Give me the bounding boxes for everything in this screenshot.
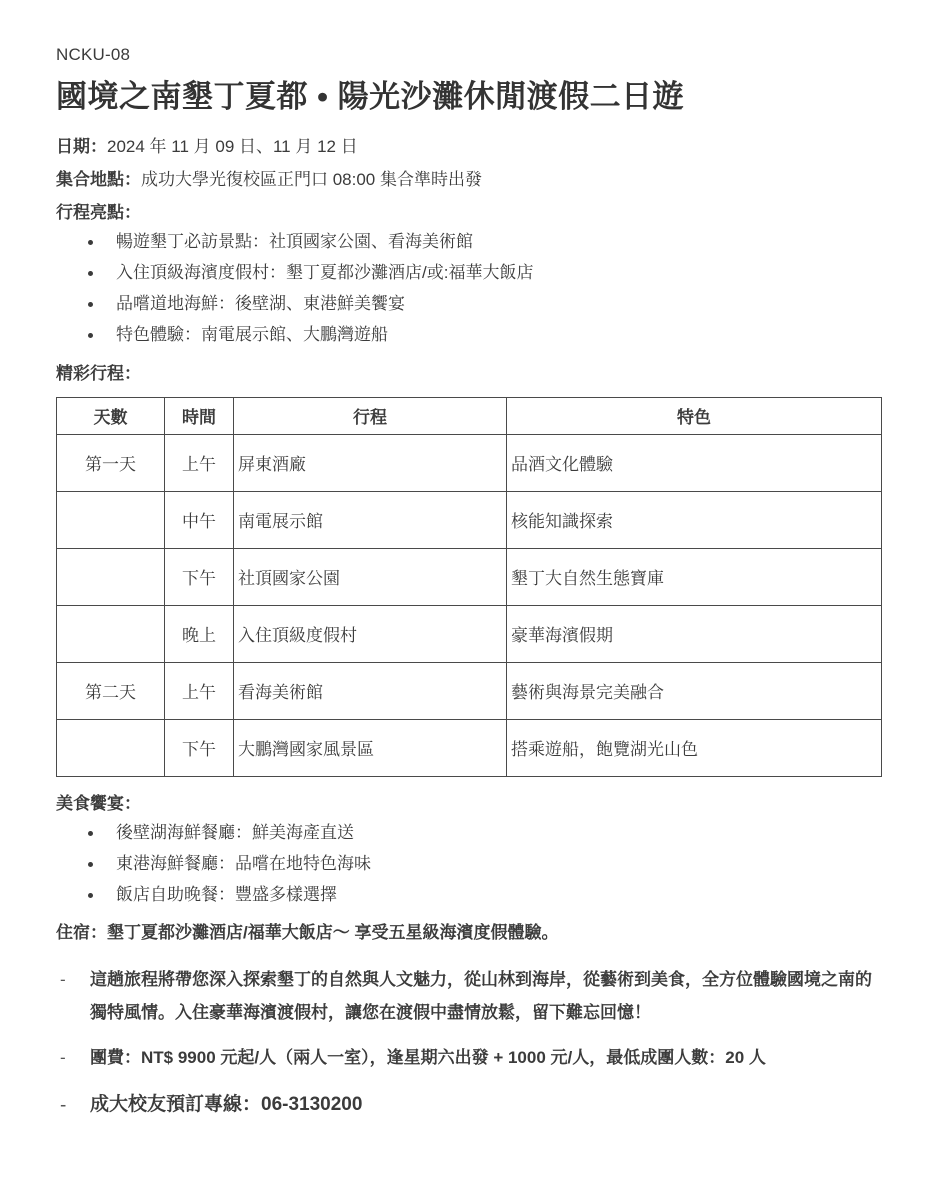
food-list xyxy=(56,824,885,903)
date-label: 日期： xyxy=(56,136,107,156)
itinerary-label: 精彩行程： xyxy=(56,364,141,384)
list-item: 品嚐道地海鮮：後壁湖、東港鮮美饗宴 xyxy=(56,295,885,312)
cell-route: 看海美術館 xyxy=(234,662,507,719)
list-item: 暢遊墾丁必訪景點：社頂國家公園、看海美術館 xyxy=(56,233,885,250)
table-row xyxy=(57,434,882,491)
list-item: 後壁湖海鮮餐廳：鮮美海產直送 xyxy=(56,824,885,841)
note-description: - 這趟旅程將帶您深入探索墾丁的自然與人文魅力，從山林到海岸，從藝術到美食，全方位體驗國境之南的獨特風情。入住豪華海濱渡假村，讓您在渡假中盡情放鬆，留下難忘回憶！ xyxy=(56,963,885,1029)
cell-time: 下午 xyxy=(165,719,234,776)
list-item: 入住頂級海濱度假村：墾丁夏都沙灘酒店/或:福華大飯店 xyxy=(56,264,885,281)
cell-feature: 藝術與海景完美融合 xyxy=(507,662,882,719)
cell-day xyxy=(57,491,165,548)
cell-day: 第二天 xyxy=(57,662,165,719)
note-hotline: - 成大校友預訂專線：06-3130200 xyxy=(56,1086,885,1123)
cell-feature: 品酒文化體驗 xyxy=(507,434,882,491)
cell-feature: 豪華海濱假期 xyxy=(507,605,882,662)
cell-feature: 核能知識探索 xyxy=(507,491,882,548)
cell-time: 晚上 xyxy=(165,605,234,662)
cell-route: 南電展示館 xyxy=(234,491,507,548)
column-header-day: 天數 xyxy=(57,397,165,434)
note-pricing: - 團費：NT$ 9900 元起/人（兩人一室），逢星期六出發 + 1000 元/人，最低成團人數：20 人 xyxy=(56,1041,885,1074)
highlights-label: 行程亮點： xyxy=(56,203,141,223)
cell-feature: 墾丁大自然生態寶庫 xyxy=(507,548,882,605)
list-item: 東港海鮮餐廳：品嚐在地特色海味 xyxy=(56,855,885,872)
cell-time: 下午 xyxy=(165,548,234,605)
column-header-route: 行程 xyxy=(234,397,507,434)
cell-route: 社頂國家公園 xyxy=(234,548,507,605)
highlights-list xyxy=(56,233,885,343)
date-line xyxy=(56,130,885,163)
date-value: 2024 年 11 月 09 日、11 月 12 日 xyxy=(107,136,358,156)
meeting-point-label: 集合地點： xyxy=(56,170,141,190)
cell-day xyxy=(57,548,165,605)
food-label: 美食饗宴： xyxy=(56,793,141,813)
accommodation-line: 住宿：墾丁夏都沙灘酒店/福華大飯店～ 享受五星級海濱度假體驗。 xyxy=(56,922,559,942)
meeting-point-line xyxy=(56,163,885,196)
column-header-time: 時間 xyxy=(165,397,234,434)
list-item: 特色體驗：南電展示館、大鵬灣遊船 xyxy=(56,326,885,343)
column-header-feature: 特色 xyxy=(507,397,882,434)
cell-time: 上午 xyxy=(165,434,234,491)
cell-day xyxy=(57,719,165,776)
cell-time: 上午 xyxy=(165,662,234,719)
cell-route: 大鵬灣國家風景區 xyxy=(234,719,507,776)
list-item: 飯店自助晚餐：豐盛多樣選擇 xyxy=(56,886,885,903)
cell-route: 屏東酒廠 xyxy=(234,434,507,491)
table-row xyxy=(57,491,882,548)
itinerary-table xyxy=(56,397,882,777)
page-title: 國境之南墾丁夏都 • 陽光沙灘休閒渡假二日遊 xyxy=(56,79,685,115)
cell-feature: 搭乘遊船，飽覽湖光山色 xyxy=(507,719,882,776)
cell-time: 中午 xyxy=(165,491,234,548)
table-row xyxy=(57,662,882,719)
table-row xyxy=(57,719,882,776)
document-code: NCKU-08 xyxy=(56,45,131,64)
cell-day xyxy=(57,605,165,662)
table-header-row xyxy=(57,397,882,434)
table-row xyxy=(57,548,882,605)
cell-day: 第一天 xyxy=(57,434,165,491)
meeting-point-value: 成功大學光復校區正門口 08:00 集合準時出發 xyxy=(141,170,482,190)
table-row xyxy=(57,605,882,662)
cell-route: 入住頂級度假村 xyxy=(234,605,507,662)
notes-list xyxy=(56,963,885,1123)
